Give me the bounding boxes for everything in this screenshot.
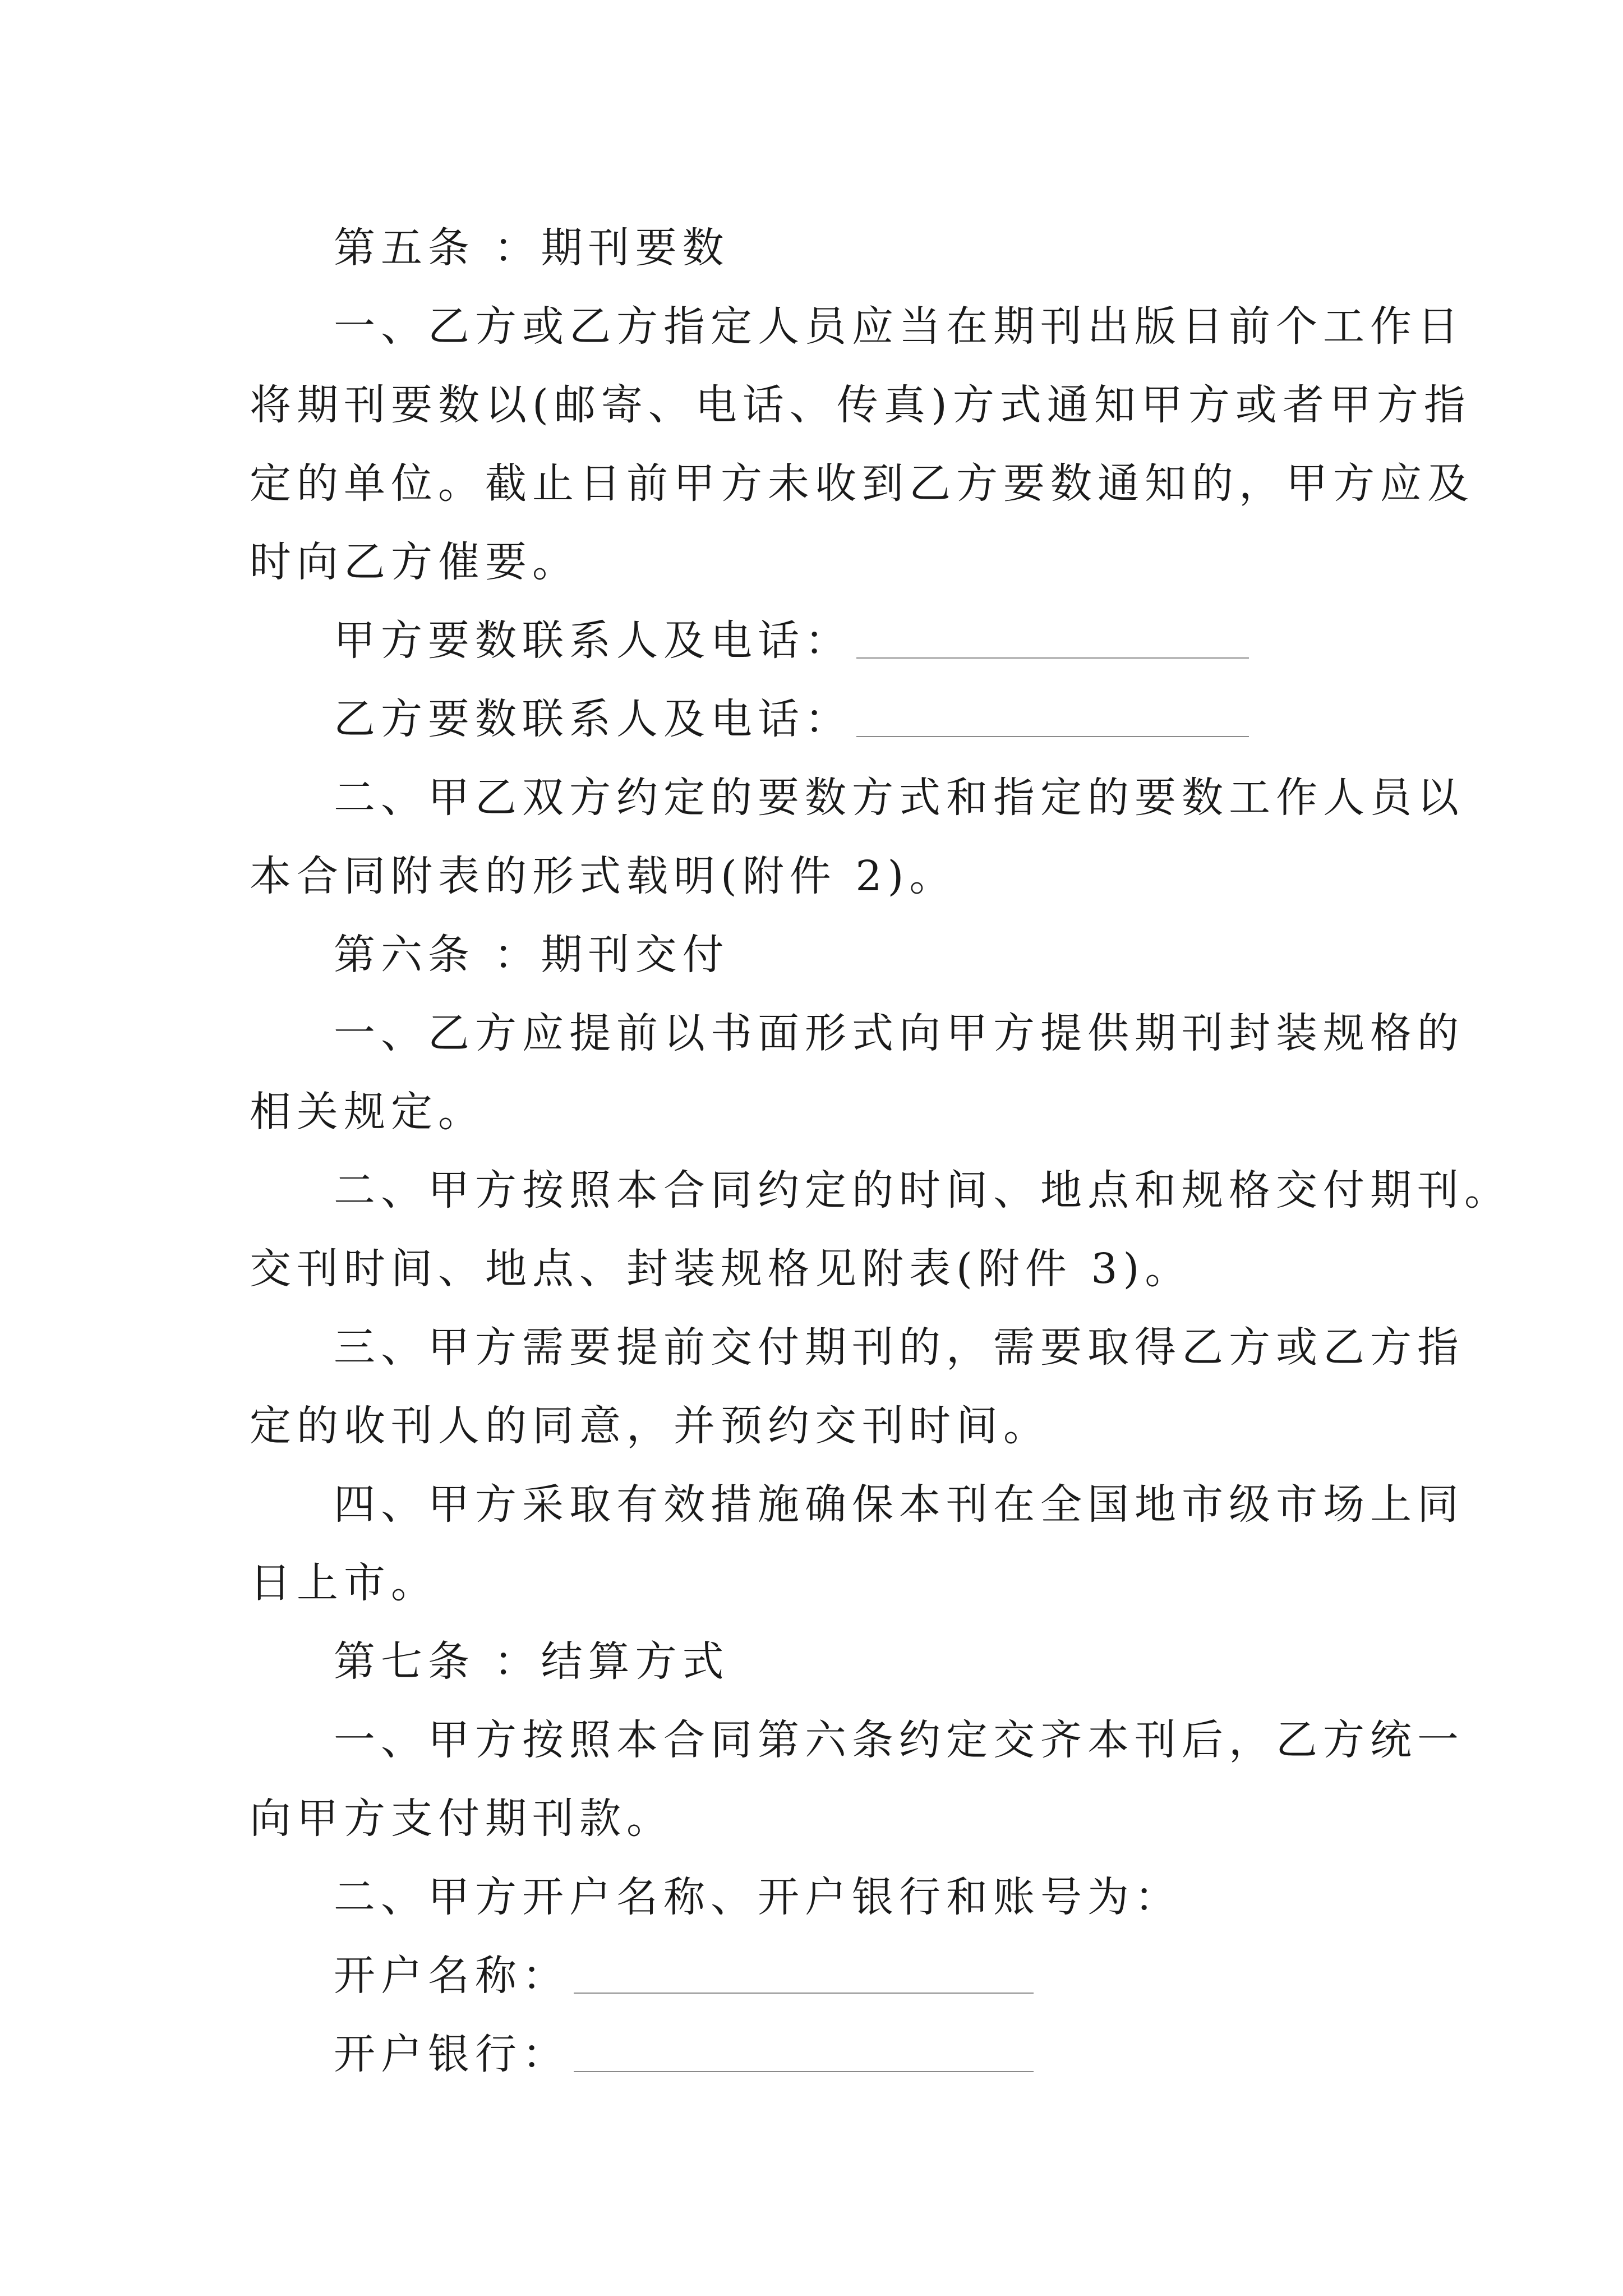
bank-blank[interactable] [574, 2070, 1034, 2072]
article6-p4-line2: 日上市。 [250, 1559, 438, 1607]
article5-p2-line2: 本合同附表的形式载明(附件 2)。 [250, 852, 957, 900]
article6-p1-line2: 相关规定。 [250, 1088, 485, 1136]
article5-p1-line2: 将期刊要数以(邮寄、电话、传真)方式通知甲方或者甲方指 [250, 381, 1471, 429]
party-b-contact-label: 乙方要数联系人及电话： [334, 695, 852, 743]
article6-p2-line2: 交刊时间、地点、封装规格见附表(附件 3)。 [250, 1245, 1192, 1293]
document-body [250, 209, 1511, 2093]
bank-label: 开户银行： [334, 2030, 569, 2078]
article6-heading: 第六条 ：期刊交付 [334, 931, 730, 979]
account-name-blank[interactable] [574, 1992, 1034, 1994]
article7-p1-line1: 一、甲方按照本合同第六条约定交齐本刊后，乙方统一 [334, 1716, 1464, 1764]
article6-p3-line1: 三、甲方需要提前交付期刊的，需要取得乙方或乙方指 [334, 1323, 1464, 1372]
article6-p4-line1: 四、甲方采取有效措施确保本刊在全国地市级市场上同 [334, 1480, 1464, 1529]
article5-p1-line3: 定的单位。截止日前甲方未收到乙方要数通知的，甲方应及 [250, 459, 1474, 508]
party-b-contact-row [250, 680, 1380, 758]
account-name-row [250, 1936, 1380, 2015]
party-a-contact-row [250, 601, 1380, 680]
bank-row [250, 2015, 1380, 2093]
article6-p1-line1: 一、乙方应提前以书面形式向甲方提供期刊封装规格的 [334, 1009, 1464, 1057]
article5-p1-line1: 一、乙方或乙方指定人员应当在期刊出版日前个工作日 [334, 302, 1464, 351]
article5-heading: 第五条 ：期刊要数 [334, 224, 730, 272]
article6-p2-line1: 二、甲方按照本合同约定的时间、地点和规格交付期刊。 [334, 1166, 1511, 1214]
article6-p3-line2: 定的收刊人的同意，并预约交刊时间。 [250, 1402, 1050, 1450]
account-name-label: 开户名称： [334, 1952, 569, 2000]
article5-p2-line1: 二、甲乙双方约定的要数方式和指定的要数工作人员以 [334, 774, 1464, 822]
party-a-contact-blank[interactable] [856, 657, 1249, 659]
article5-p1-line4: 时向乙方催要。 [250, 538, 579, 586]
article7-p2: 二、甲方开户名称、开户银行和账号为： [334, 1873, 1182, 1921]
party-b-contact-blank[interactable] [856, 735, 1249, 737]
article7-heading: 第七条 ：结算方式 [334, 1637, 730, 1686]
party-a-contact-label: 甲方要数联系人及电话： [334, 616, 852, 665]
article7-p1-line2: 向甲方支付期刊款。 [250, 1795, 674, 1843]
